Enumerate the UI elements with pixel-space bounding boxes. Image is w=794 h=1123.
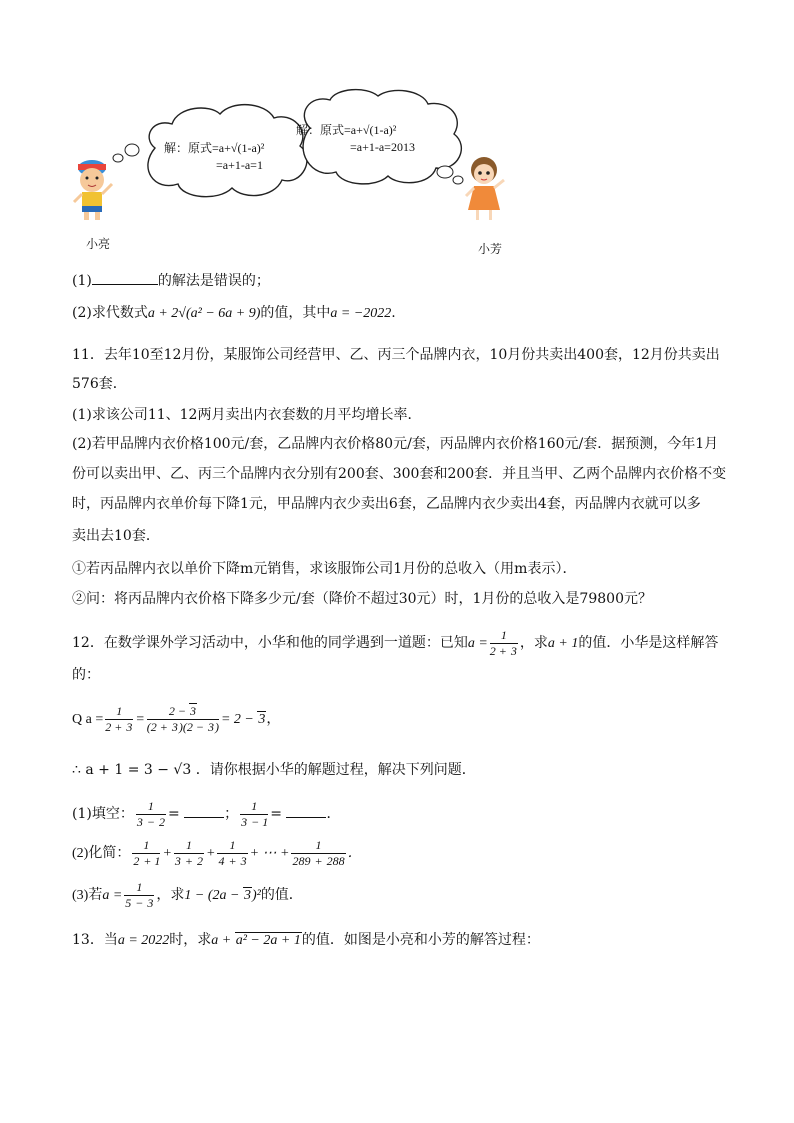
- q12-p2: (2)化简： $\frac{1}{2 + 1}$ + $\frac{1}{3 + 2}$ + $\frac{1}{4 + 3}$ + ⋯ + $\frac{1}{289 + 288}$ ．: [72, 838, 362, 869]
- left-small-bubble: [113, 154, 123, 162]
- fill-blank-2[interactable]: [286, 803, 326, 818]
- q11-line1: 11．去年10至12月份，某服饰公司经营甲、乙、丙三个品牌内衣，10月份共卖出400套，12月份共卖出: [72, 347, 720, 363]
- right-mid-bubble: [437, 166, 453, 178]
- q12-work: Q a = $\frac{1}{2 + 3}$ = $\frac{2 - 3}{(2 + 3)(2 - 3)}$ = 2 − 3，: [72, 704, 281, 735]
- q11-p2-l3: 时，丙品牌内衣单价每下降1元，甲品牌内衣少卖出6套，乙品牌内衣少卖出4套，丙品牌内衣就可以多: [72, 496, 701, 512]
- q11-p2-l1: (2)若甲品牌内衣价格100元/套，乙品牌内衣价格80元/套，丙品牌内衣价格160元/套．据预测，今年1月: [72, 436, 719, 452]
- q12-result: ∴ a + 1 = 3 − √3 ．请你根据小华的解题过程，解决下列问题．: [72, 762, 476, 778]
- q11-p2-l2: 份可以卖出甲、乙、丙三个品牌内衣分别有200套、300套和200套．并且当甲、乙两个品牌内衣价格不变: [72, 466, 727, 482]
- girl-icon: [466, 157, 504, 220]
- left-mid-bubble: [125, 144, 139, 156]
- q12-p3: (3)若a = $\frac{1}{5 - 3}$ ，求1 − (2a − 3)²的值．: [72, 880, 303, 911]
- q11-p1: (1)求该公司11、12两月卖出内衣套数的月平均增长率．: [72, 407, 422, 423]
- right-caption: 小芳: [478, 242, 503, 256]
- q11-c2: ②问：将丙品牌内衣价格下降多少元/套（降价不超过30元）时，1月份的总收入是79800元？: [72, 591, 652, 607]
- q11-c1: ①若丙品牌内衣以单价下降m元销售，求该服饰公司1月份的总收入（用m表示）．: [72, 561, 577, 577]
- q10-part1: (1) 的解法是错误的；: [72, 270, 270, 291]
- answer-blank[interactable]: [92, 270, 158, 285]
- right-cloud-line1: 解：原式=a+√(1-a)²: [296, 123, 397, 137]
- q12-given-frac: $\frac{1}{2 + 3}$: [489, 627, 517, 658]
- q10-expr: a + 2√(a² − 6a + 9): [147, 306, 261, 321]
- right-cloud-line2: =a+1-a=2013: [350, 140, 415, 154]
- q13: 13．当a = 2022时，求a + a² − 2a + 1的值．如图是小亮和小芳的解答过程：: [72, 932, 540, 948]
- q10-cond: a = −2022: [330, 306, 392, 321]
- left-cloud-line2: =a+1-a=1: [216, 158, 263, 172]
- fill-blank-1[interactable]: [184, 803, 224, 818]
- q11-line2: 576套．: [72, 376, 127, 392]
- q12-intro-d: 的：: [72, 667, 100, 683]
- right-small-bubble: [453, 176, 463, 184]
- thought-figure: [60, 88, 540, 263]
- q12-intro: 12．在数学课外学习活动中，小华和他的同学遇到一道题：已知a = $\frac{1}{2 + 3}$ ，求a + 1的值．小华是这样解答: [72, 627, 719, 658]
- q10-part2: (2)求代数式a + 2√(a² − 6a + 9)的值，其中a = −2022.: [72, 305, 396, 321]
- q11-p2-l4: 卖出去10套．: [72, 528, 160, 544]
- left-caption: 小亮: [86, 237, 111, 251]
- left-cloud-line1: 解：原式=a+√(1-a)²: [164, 141, 265, 155]
- boy-icon: [74, 160, 112, 220]
- q12-p1: (1)填空： $\frac{1}{3 - 2}$ = ； $\frac{1}{3 - 1}$ = ．: [72, 798, 341, 829]
